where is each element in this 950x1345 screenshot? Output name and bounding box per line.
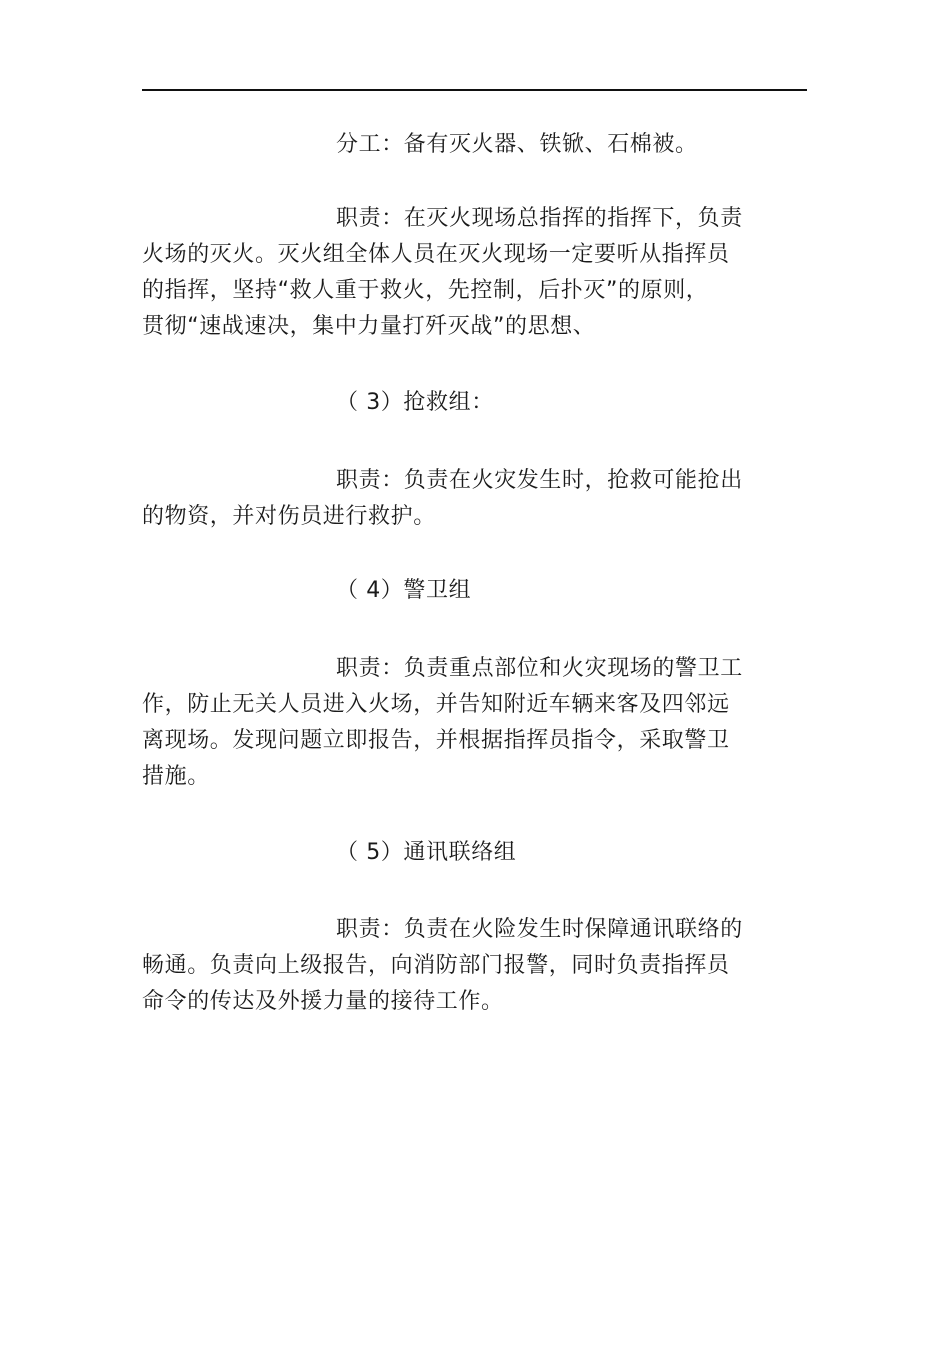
comm-group-heading: （ 5）通讯联络组 (336, 840, 517, 865)
paragraph-line: 作，防止无关人员进入火场，并告知附近车辆来客及四邻远 (142, 692, 730, 717)
comm-duty-paragraph (142, 912, 752, 1020)
paragraph-line: 离现场。发现问题立即报告，并根据指挥员指令，采取警卫 (142, 728, 730, 753)
guard-duty-paragraph (142, 651, 752, 795)
rescue-group-heading: （ 3）抢救组： (336, 390, 494, 415)
rescue-duty-paragraph (142, 463, 752, 535)
guard-group-heading: （ 4）警卫组 (336, 578, 472, 603)
paragraph-line: 职责：负责重点部位和火灾现场的警卫工 (336, 656, 743, 681)
paragraph-line: 职责：在灭火现场总指挥的指挥下，负责 (336, 206, 743, 231)
paragraph-line: 措施。 (142, 764, 210, 789)
header-rule (142, 89, 807, 91)
paragraph-line: 职责：负责在火险发生时保障通讯联络的 (336, 917, 743, 942)
paragraph-line: 贯彻“速战速决，集中力量打歼灭战”的思想、 (142, 314, 596, 339)
paragraph-line: 畅通。负责向上级报告，向消防部门报警，同时负责指挥员 (142, 953, 730, 978)
paragraph-line: 的指挥，坚持“救人重于救火，先控制，后扑灭”的原则， (142, 278, 709, 303)
paragraph-line: 命令的传达及外援力量的接待工作。 (142, 989, 504, 1014)
firefighting-duty-paragraph (142, 201, 752, 345)
paragraph-line: 职责：负责在火灾发生时，抢救可能抢出 (336, 468, 743, 493)
paragraph-line: 的物资，并对伤员进行救护。 (142, 504, 436, 529)
equipment-line: 分工：备有灭火器、铁锨、石棉被。 (336, 132, 698, 157)
paragraph-line: 火场的灭火。灭火组全体人员在灭火现场一定要听从指挥员 (142, 242, 730, 267)
